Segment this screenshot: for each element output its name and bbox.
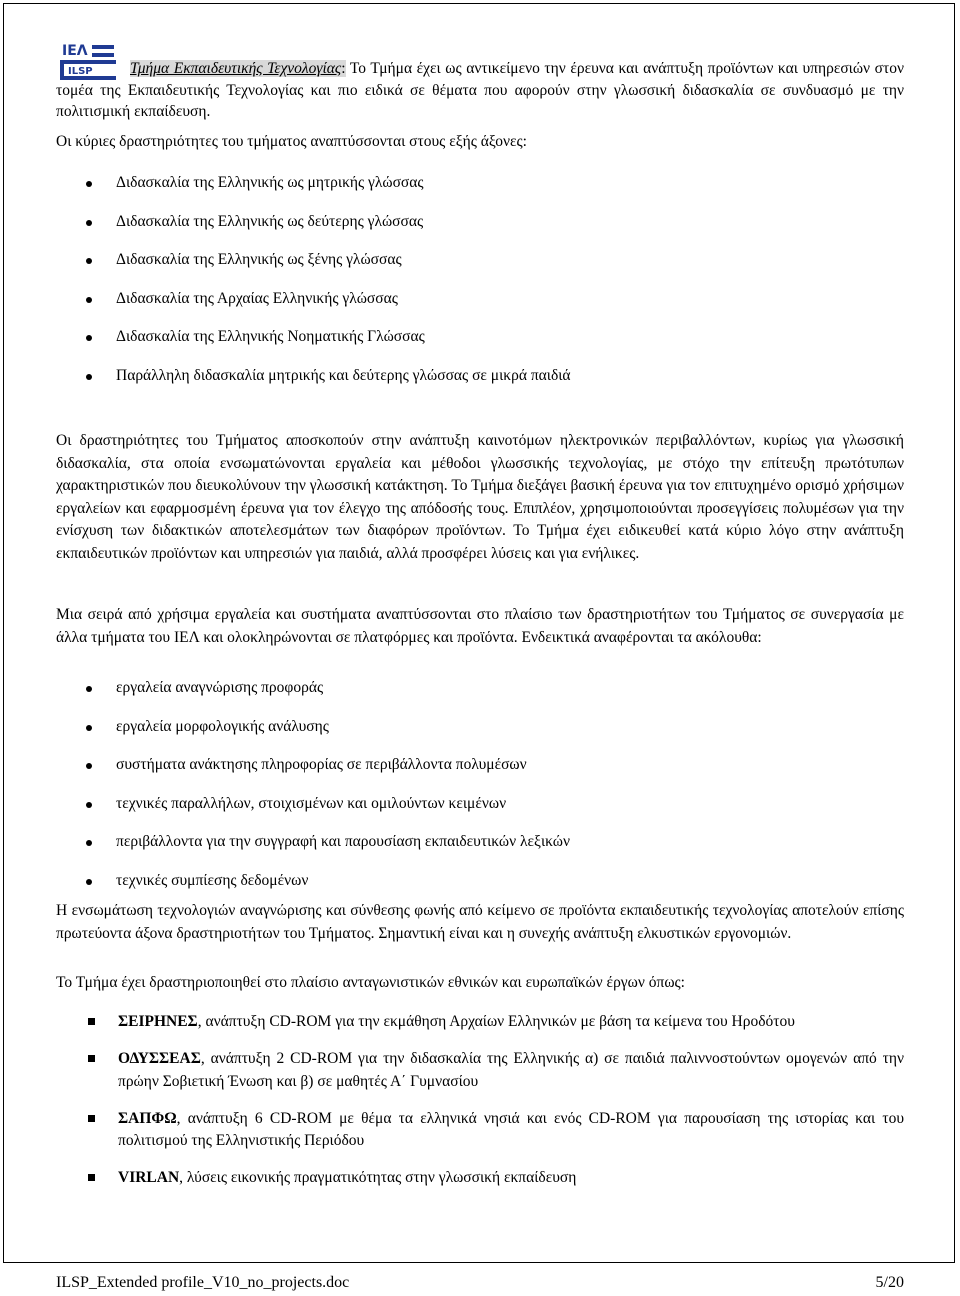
square-bullet-icon	[88, 1174, 95, 1181]
department-heading: Τμήμα Εκπαιδευτικής Τεχνολογίας	[130, 60, 342, 77]
project-name: VIRLAN	[118, 1169, 180, 1186]
list-item: εργαλεία αναγνώρισης προφοράς	[56, 677, 904, 716]
list-item: συστήματα ανάκτησης πληροφορίας σε περιβάλλοντα πολυμέσων	[56, 754, 904, 793]
bullet-icon	[86, 879, 92, 885]
bullet-icon	[86, 374, 92, 380]
list-item: περιβάλλοντα για την συγγραφή και παρουσίαση εκπαιδευτικών λεξικών	[56, 831, 904, 870]
bullet-icon	[86, 297, 92, 303]
svg-text:ILSP: ILSP	[68, 66, 93, 77]
list-item: Διδασκαλία της Αρχαίας Ελληνικής γλώσσας	[56, 288, 904, 327]
svg-text:ΙΕΛ: ΙΕΛ	[62, 43, 88, 59]
project-item: ΣΕΙΡΗΝΕΣ, ανάπτυξη CD-ROM για την εκμάθηση Αρχαίων Ελληνικών με βάση τα κείμενα του Ηροδότου	[56, 1011, 904, 1034]
list-item: Παράλληλη διδασκαλία μητρικής και δεύτερης γλώσσας σε μικρά παιδιά	[56, 365, 904, 404]
bullet-icon	[86, 840, 92, 846]
tools-list	[56, 677, 904, 908]
list-item: εργαλεία μορφολογικής ανάλυσης	[56, 716, 904, 755]
bullet-icon	[86, 686, 92, 692]
list-item: Διδασκαλία της Ελληνικής Νοηματικής Γλώσσας	[56, 326, 904, 365]
project-name: ΣΑΠΦΩ	[118, 1109, 177, 1127]
bullet-icon	[86, 220, 92, 226]
square-bullet-icon	[88, 1055, 95, 1062]
bullet-icon	[86, 181, 92, 187]
bullet-icon	[86, 802, 92, 808]
page-footer	[56, 1273, 904, 1293]
square-bullet-icon	[88, 1018, 95, 1025]
project-name: ΣΕΙΡΗΝΕΣ	[118, 1013, 198, 1030]
intro-text: Το Τμήμα έχει ως αντικείμενο την έρευνα και ανάπτυξη προϊόντων και υπηρεσιών στον τομέα της Εκπαιδευτικής Τεχνολογίας και πιο ειδικά σε θέματα που αφορούν στην γλωσσική διδασκαλία σε συνδυασμό με την πολιτισμική εκπαίδευση.	[56, 60, 905, 120]
list-item: τεχνικές παραλλήλων, στοιχισμένων και ομιλούντων κειμένων	[56, 793, 904, 832]
list-item: Διδασκαλία της Ελληνικής ως μητρικής γλώσσας	[56, 172, 904, 211]
projects-lead: Το Τμήμα έχει δραστηριοποιηθεί στο πλαίσιο ανταγωνιστικών εθνικών και ευρωπαϊκών έργων όπως:	[56, 974, 685, 991]
axes-lead: Οι κύριες δραστηριότητες του τμήματος αναπτύσσονται στους εξής άξονες:	[56, 133, 527, 150]
project-item: ΣΑΠΦΩ, ανάπτυξη 6 CD-ROM με θέμα τα ελληνικά νησιά και ενός CD-ROM για παρουσίαση της ιστορίας και του πολιτισμού της Ελληνιστικής Περιόδου	[56, 1108, 904, 1153]
bullet-icon	[86, 335, 92, 341]
projects-list	[56, 1011, 904, 1204]
page-number: 5/20	[875, 1274, 904, 1291]
bullet-icon	[86, 725, 92, 731]
project-name: ΟΔΥΣΣΕΑΣ	[118, 1050, 201, 1067]
bullet-icon	[86, 258, 92, 264]
list-item: Διδασκαλία της Ελληνικής ως δεύτερης γλώσσας	[56, 211, 904, 250]
project-item: ΟΔΥΣΣΕΑΣ, ανάπτυξη 2 CD-ROM για την διδασκαλία της Ελληνικής α) σε παιδιά παλιννοστούντων ομογενών από την πρώην Σοβιετική Ένωση και β) σε μαθητές Α΄ Γυμνασίου	[56, 1048, 904, 1093]
bullet-icon	[86, 763, 92, 769]
activities-paragraph: Οι δραστηριότητες του Τμήματος αποσκοπούν στην ανάπτυξη καινοτόμων ηλεκτρονικών περιβαλλόντων, κυρίως για γλωσσική διδασκαλία, στα οποία ενσωματώνονται εργαλεία και μέθοδοι γλωσσικής τεχνολογίας, με στόχο την επίτευξη πρωτότυπων χαρακτηριστικών που διευκολύνουν την γλωσσική κατάκτηση. Το Τμήμα διεξάγει βασική έρευνα για τον επιτυχημένο ορισμό χρήσιμων εργαλείων και εφαρμοσμένη έρευνα για τον έλεγχο της απόδοσής τους. Επιπλέον, χρησιμοποιούνται προσεγγίσεις πολυμέσων για την ενίσχυση των διδακτικών αποτελεσμάτων των διαφόρων προϊόντων. Το Τμήμα έχει ειδικευθεί κατά κύριο λόγο στην ανάπτυξη εκπαιδευτικών προϊόντων και υπηρεσιών για παιδιά, αλλά προσφέρει λύσεις και για ενήλικες.	[56, 432, 904, 562]
footer-filename: ILSP_Extended profile_V10_no_projects.doc	[56, 1274, 350, 1291]
list-item: Διδασκαλία της Ελληνικής ως ξένης γλώσσας	[56, 249, 904, 288]
square-bullet-icon	[88, 1115, 95, 1122]
list-item: τεχνικές συμπίεσης δεδομένων	[56, 870, 904, 909]
tools-lead: Μια σειρά από χρήσιμα εργαλεία και συστήματα αναπτύσσονται στο πλαίσιο των δραστηριοτήτων του Τμήματος σε συνεργασία με άλλα τμήματα του ΙΕΛ και ολοκληρώνονται σε πλατφόρμες και προϊόντα. Ενδεικτικά αναφέρονται τα ακόλουθα:	[56, 606, 904, 646]
project-item: VIRLAN, λύσεις εικονικής πραγματικότητας στην γλωσσική εκπαίδευση	[56, 1167, 904, 1190]
axes-list	[56, 172, 904, 403]
speech-paragraph: Η ενσωμάτωση τεχνολογιών αναγνώρισης και σύνθεσης φωνής από κείμενο σε προϊόντα εκπαιδευτικής τεχνολογίας αποτελούν επίσης πρωτεύοντα άξονα δραστηριοτήτων του Τμήματος. Σημαντική είναι και η συνεχής ανάπτυξη ελκυστικών εργονομιών.	[56, 902, 904, 942]
intro-paragraph: Τμήμα Εκπαιδευτικής Τεχνολογίας: Το Τμήμα έχει ως αντικείμενο την έρευνα και ανάπτυξη προϊόντων και υπηρεσιών στον τομέα της Εκπαιδευτικής Τεχνολογίας και πιο ειδικά σε θέματα που αφορούν στην γλωσσική διδασκαλία σε συνδυασμό με την πολιτισμική εκπαίδευση.	[56, 60, 905, 120]
